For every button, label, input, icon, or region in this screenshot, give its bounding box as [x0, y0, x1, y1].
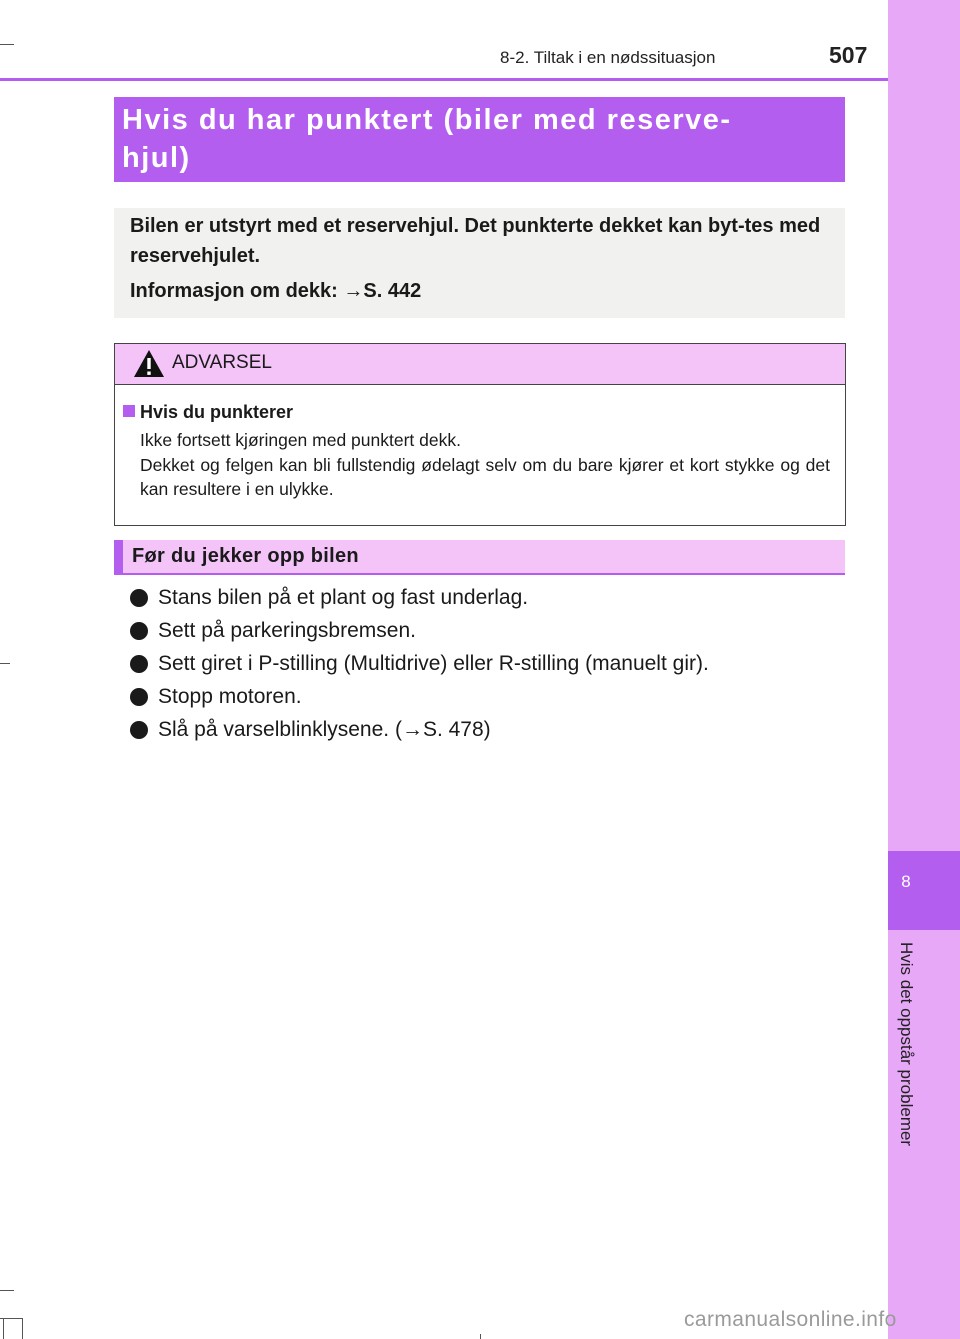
step-text: Stans bilen på et plant og fast underlag.	[158, 586, 529, 609]
section-heading: Før du jekker opp bilen	[132, 545, 359, 567]
step-text: Sett giret i P-stilling (Multidrive) eller R-stilling (manuelt gir).	[158, 652, 709, 675]
step-text: Sett på parkeringsbremsen.	[158, 619, 416, 642]
crop-mark	[3, 1318, 4, 1339]
chapter-title: Hvis det oppstår problemer	[897, 942, 916, 1147]
list-item	[130, 650, 709, 683]
bullet-icon	[130, 622, 148, 640]
watermark: carmanualsonline.info	[684, 1308, 897, 1331]
warning-label: ADVARSEL	[172, 352, 272, 373]
crop-mark	[0, 44, 14, 45]
chapter-number: 8	[901, 872, 911, 891]
warning-text	[140, 428, 830, 502]
section-heading-underline	[114, 573, 845, 575]
step-text: Stopp motoren.	[158, 685, 302, 708]
warning-text-line: Dekket og felgen kan bli fullstendig ødelagt selv om du bare kjører et kort stykke og det kan resultere i en ulykke.	[140, 454, 830, 499]
page-title-line: Hvis du har punktert (biler med reserve-	[122, 104, 732, 136]
crop-mark	[0, 1290, 14, 1291]
bullet-icon	[130, 721, 148, 739]
warning-triangle-icon	[133, 349, 165, 378]
list-item	[130, 617, 709, 650]
section-breadcrumb: 8-2. Tiltak i en nødssituasjon	[500, 48, 716, 67]
list-item	[130, 716, 709, 749]
header-divider	[0, 78, 888, 81]
list-item	[130, 683, 709, 716]
crop-mark	[480, 1334, 481, 1339]
page-number: 507	[829, 42, 868, 68]
list-item	[130, 584, 709, 617]
intro-reference: Informasjon om dekk: →S. 442	[130, 280, 422, 302]
crop-mark	[22, 1318, 23, 1339]
steps-list	[130, 584, 709, 749]
step-text: Slå på varselblinklysene. (→S. 478)	[158, 718, 491, 741]
page-title	[122, 101, 822, 177]
warning-subheading: Hvis du punkterer	[140, 402, 294, 422]
intro-text: Bilen er utstyrt med et reservehjul. Det punkterte dekket kan byt-tes med reservehjulet.	[130, 215, 821, 267]
page-title-line: hjul)	[122, 142, 191, 174]
crop-mark	[0, 1318, 22, 1319]
bullet-icon	[130, 589, 148, 607]
crop-mark	[0, 663, 10, 664]
bullet-icon	[130, 655, 148, 673]
section-heading-accent	[114, 540, 123, 574]
bullet-icon	[130, 688, 148, 706]
warning-text-line: Ikke fortsett kjøringen med punktert dekk.	[140, 430, 461, 450]
square-bullet-icon	[123, 405, 135, 417]
